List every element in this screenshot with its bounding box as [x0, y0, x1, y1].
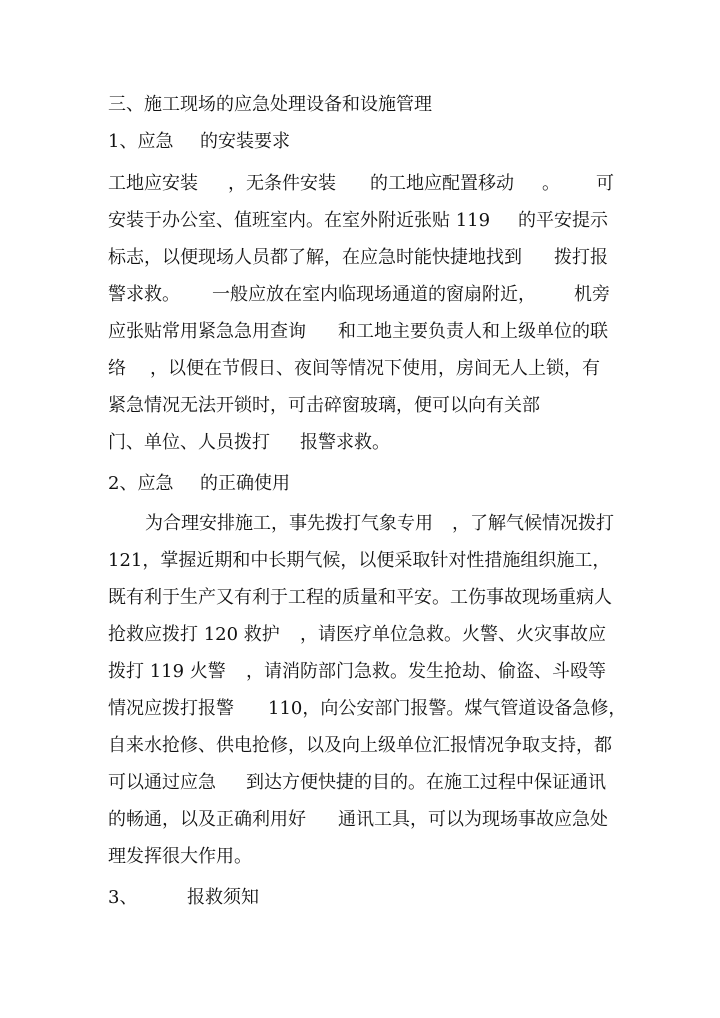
text-segment: 报救须知 — [187, 887, 259, 908]
text-segment: 抢救应拨打 120 救护 — [108, 624, 280, 645]
text-segment: 可以通过应急 — [108, 772, 216, 793]
text-segment: 络 — [108, 358, 126, 379]
text-segment: 110，向公安部门报警。煤气管道设备急修， — [268, 698, 627, 719]
text-segment: 既有利于生产又有利于工程的质量和平安。工伤事故现场重病人 — [108, 587, 612, 608]
text-segment: 安装于办公室、值班室内。在室外附近张贴 119 — [108, 210, 491, 231]
text-segment: 拨打报 — [554, 247, 608, 268]
text-segment: ，请消防部门急救。发生抢劫、偷盗、斗殴等 — [246, 661, 606, 682]
text-segment: 和工地主要负责人和上级单位的联 — [338, 321, 608, 342]
text-segment: 三、施工现场的应急处理设备和设施管理 — [108, 94, 432, 115]
text-segment: 警求救。 — [108, 284, 180, 305]
text-segment: 拨打 119 火警 — [108, 661, 226, 682]
paragraph-line — [0, 582, 720, 614]
paragraph-line — [0, 168, 720, 200]
text-segment: 门、单位、人员拨打 — [108, 432, 270, 453]
text-segment: 报警求救。 — [300, 432, 390, 453]
text-segment: 3、 — [108, 887, 138, 908]
text-segment: 理发挥很大作用。 — [108, 846, 252, 867]
text-segment: 紧急情况无法开锁时，可击碎窗玻璃，便可以向有关部 — [108, 395, 540, 416]
text-segment: 一般应放在室内临现场通道的窗扇附近， — [212, 284, 536, 305]
text-segment: 为合理安排施工，事先拨打气象专用 — [145, 513, 433, 534]
paragraph-line — [0, 205, 720, 237]
paragraph-line — [0, 693, 720, 725]
text-segment: 1、应急 — [108, 131, 174, 152]
text-segment: 的工地应配置移动 — [370, 173, 514, 194]
paragraph-line — [0, 619, 720, 651]
text-segment: 2、应急 — [108, 473, 174, 494]
paragraph-line — [0, 353, 720, 385]
text-segment: 情况应拨打报警 — [108, 698, 234, 719]
subsection-heading — [0, 468, 720, 500]
paragraph-line — [0, 804, 720, 836]
paragraph-line — [0, 841, 720, 873]
text-segment: ，请医疗单位急救。火警、火灾事故应 — [300, 624, 606, 645]
text-segment: 的畅通，以及正确利用好 — [108, 809, 306, 830]
text-segment: 。 — [542, 173, 560, 194]
paragraph-line — [0, 508, 720, 540]
paragraph-line — [0, 427, 720, 459]
paragraph-line — [0, 656, 720, 688]
text-segment: 标志，以便现场人员都了解，在应急时能快捷地找到 — [108, 247, 522, 268]
paragraph-line — [0, 767, 720, 799]
text-segment: 可 — [596, 173, 614, 194]
text-segment: 的安装要求 — [200, 131, 290, 152]
paragraph-line — [0, 390, 720, 422]
paragraph-line — [0, 242, 720, 274]
text-segment: 工地应安装 — [108, 173, 198, 194]
text-segment: 的平安提示 — [518, 210, 608, 231]
text-segment: 应张贴常用紧急急用查询 — [108, 321, 306, 342]
text-segment: 通讯工具，可以为现场事故应急处 — [338, 809, 608, 830]
paragraph-line — [0, 545, 720, 577]
subsection-heading — [0, 126, 720, 158]
text-segment: 自来水抢修、供电抢修，以及向上级单位汇报情况争取支持，都 — [108, 735, 612, 756]
paragraph-line — [0, 316, 720, 348]
text-segment: 的正确使用 — [200, 473, 290, 494]
text-segment: 机旁 — [574, 284, 610, 305]
text-segment: 到达方便快捷的目的。在施工过程中保证通讯 — [246, 772, 606, 793]
text-segment: ，了解气候情况拨打 — [452, 513, 614, 534]
paragraph-line — [0, 730, 720, 762]
paragraph-line — [0, 279, 720, 311]
text-segment: 121，掌握近期和中长期气候，以便采取针对性措施组织施工， — [108, 550, 611, 571]
text-segment: ，以便在节假日、夜间等情况下使用，房间无人上锁，有 — [150, 358, 600, 379]
text-segment: ，无条件安装 — [228, 173, 336, 194]
section-heading — [0, 89, 720, 121]
subsection-heading — [0, 882, 720, 914]
